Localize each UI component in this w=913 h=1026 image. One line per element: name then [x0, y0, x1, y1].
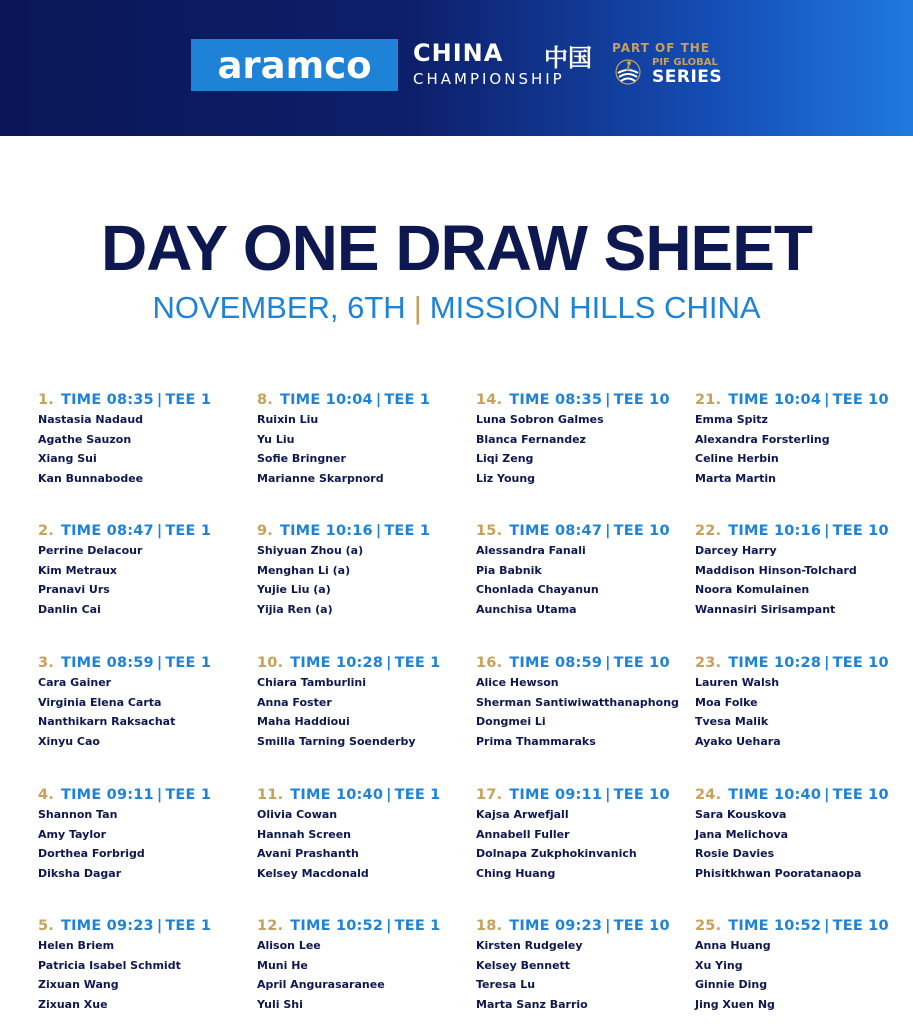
player-name: Blanca Fernandez [476, 432, 586, 446]
group-number: 12. [257, 918, 284, 934]
player-name: Avani Prashanth [257, 847, 359, 861]
series-pif-global: PIF GLOBAL [652, 57, 718, 68]
player-list [257, 410, 472, 488]
time-tee-separator: | [156, 918, 163, 934]
player-name: Tvesa Malik [695, 715, 769, 729]
player-name: Yu Liu [257, 432, 295, 446]
tee-time: TIME 10:28 [728, 655, 822, 671]
time-tee-separator: | [156, 787, 163, 803]
tee-time-group [695, 917, 910, 1014]
tee-time: TIME 09:11 [509, 787, 603, 803]
player-name: Ayako Uehara [695, 734, 781, 748]
subtitle-separator: | [413, 290, 422, 325]
tee-time-group [476, 786, 691, 883]
tee-number: TEE 1 [384, 392, 431, 408]
tee-time-group [476, 391, 691, 488]
tee-time-group [476, 522, 691, 619]
group-number: 18. [476, 918, 503, 934]
event-name [413, 40, 565, 89]
player-list [476, 936, 691, 1014]
player-name: Kim Metraux [38, 563, 118, 577]
page-subtitle [0, 288, 913, 328]
tee-number: TEE 1 [394, 655, 441, 671]
player-name: Jing Xuen Ng [695, 997, 775, 1011]
tee-time: TIME 08:47 [61, 523, 154, 539]
tee-time-group [257, 786, 472, 883]
tee-time-group [257, 522, 472, 619]
player-name: Patricia Isabel Schmidt [38, 958, 181, 972]
group-number: 14. [476, 392, 503, 408]
group-heading [476, 786, 691, 804]
player-list [38, 805, 253, 883]
group-heading [38, 786, 253, 804]
group-number: 3. [38, 655, 54, 671]
player-name: Dongmei Li [476, 715, 546, 729]
time-tee-separator: | [824, 787, 830, 803]
player-name: Kelsey Macdonald [257, 866, 369, 880]
event-name-line1: CHINA [413, 39, 504, 67]
tee-time-group [257, 391, 472, 488]
player-name: Dorthea Forbrigd [38, 847, 145, 861]
player-name: Xiang Sui [38, 452, 97, 466]
time-tee-separator: | [386, 655, 392, 671]
player-list [257, 805, 472, 883]
tee-number: TEE 10 [832, 655, 889, 671]
group-number: 15. [476, 523, 503, 539]
player-list [695, 410, 910, 488]
player-name: Aunchisa Utama [476, 602, 577, 616]
player-name: Olivia Cowan [257, 808, 338, 821]
time-tee-separator: | [156, 523, 163, 539]
time-tee-separator: | [605, 918, 611, 934]
player-list [695, 673, 910, 751]
player-name: Diksha Dagar [38, 866, 122, 880]
tee-time: TIME 10:40 [728, 787, 822, 803]
group-heading [695, 786, 910, 804]
tee-time: TIME 08:35 [61, 392, 154, 408]
tee-time: TIME 10:04 [280, 392, 373, 408]
tee-time: TIME 09:23 [61, 918, 154, 934]
tee-number: TEE 10 [832, 918, 889, 934]
player-name: Emma Spitz [695, 413, 768, 426]
tee-time: TIME 10:52 [728, 918, 822, 934]
group-heading [476, 522, 691, 540]
player-name: Marta Sanz Barrio [476, 997, 588, 1011]
tee-time-group [695, 391, 910, 488]
group-number: 24. [695, 787, 722, 803]
player-name: Yuli Shi [257, 997, 303, 1011]
group-number: 22. [695, 523, 722, 539]
player-name: Shannon Tan [38, 808, 118, 821]
group-number: 1. [38, 392, 54, 408]
time-tee-separator: | [824, 655, 830, 671]
tee-time-group [257, 654, 472, 751]
tee-number: TEE 1 [165, 918, 212, 934]
player-name: Kan Bunnabodee [38, 471, 144, 485]
series-word: SERIES [652, 67, 723, 87]
player-list [38, 410, 253, 488]
player-name: Kajsa Arwefjall [476, 808, 569, 821]
group-number: 4. [38, 787, 54, 803]
tee-time-group [38, 522, 253, 619]
tee-time-group [476, 917, 691, 1014]
series-logo [612, 41, 723, 87]
tee-number: TEE 1 [384, 523, 431, 539]
group-heading [257, 654, 472, 672]
tee-time: TIME 10:52 [290, 918, 384, 934]
group-heading [38, 917, 253, 935]
player-list [257, 673, 472, 751]
tee-time: TIME 10:04 [728, 392, 822, 408]
tee-time-group [695, 522, 910, 619]
player-name: Liqi Zeng [476, 452, 534, 466]
tee-time-group [38, 654, 253, 751]
group-number: 23. [695, 655, 722, 671]
player-name: Maddison Hinson-Tolchard [695, 563, 857, 577]
player-name: Menghan Li (a) [257, 563, 351, 577]
event-name-line2: CHAMPIONSHIP [413, 70, 565, 88]
time-tee-separator: | [605, 655, 611, 671]
time-tee-separator: | [605, 787, 611, 803]
group-heading [695, 654, 910, 672]
player-name: Moa Folke [695, 695, 758, 709]
tee-time: TIME 08:47 [509, 523, 603, 539]
tee-time-group [695, 786, 910, 883]
player-name: Luna Sobron Galmes [476, 413, 604, 426]
group-heading [257, 522, 472, 540]
player-name: Noora Komulainen [695, 583, 810, 597]
player-name: Smilla Tarning Soenderby [257, 734, 416, 748]
player-list [695, 936, 910, 1014]
tee-number: TEE 1 [165, 392, 212, 408]
player-list [476, 673, 691, 751]
group-number: 2. [38, 523, 54, 539]
player-name: Shiyuan Zhou (a) [257, 544, 364, 557]
player-name: Celine Herbin [695, 452, 779, 466]
group-heading [476, 917, 691, 935]
group-number: 9. [257, 523, 273, 539]
player-name: Teresa Lu [476, 978, 536, 992]
header-banner [0, 0, 913, 136]
player-name: Cara Gainer [38, 676, 112, 689]
player-name: Nanthikarn Raksachat [38, 715, 176, 729]
tee-number: TEE 10 [832, 523, 889, 539]
player-name: Hannah Screen [257, 827, 351, 841]
group-heading [38, 522, 253, 540]
player-name: Dolnapa Zukphokinvanich [476, 847, 637, 861]
player-name: Kelsey Bennett [476, 958, 571, 972]
aramco-logo-text: aramco [217, 43, 372, 87]
tee-time: TIME 08:35 [509, 392, 603, 408]
time-tee-separator: | [386, 787, 392, 803]
tee-time-group [38, 786, 253, 883]
tee-time-group [38, 391, 253, 488]
tee-number: TEE 10 [613, 523, 670, 539]
tee-number: TEE 10 [832, 392, 889, 408]
player-name: Phisitkhwan Pooratanaopa [695, 866, 862, 880]
aramco-logo [191, 39, 398, 91]
tee-number: TEE 1 [394, 787, 441, 803]
player-name: Muni He [257, 958, 308, 972]
time-tee-separator: | [386, 918, 392, 934]
tee-number: TEE 10 [613, 392, 670, 408]
player-name: Prima Thammaraks [476, 734, 596, 748]
time-tee-separator: | [824, 918, 830, 934]
tee-time: TIME 10:16 [728, 523, 822, 539]
tee-number: TEE 1 [165, 787, 212, 803]
subtitle-venue: MISSION HILLS CHINA [429, 290, 761, 325]
player-name: Alessandra Fanali [476, 544, 586, 557]
group-heading [257, 786, 472, 804]
player-name: Helen Briem [38, 939, 115, 952]
player-name: Yujie Liu (a) [257, 583, 331, 597]
group-number: 21. [695, 392, 722, 408]
group-heading [476, 391, 691, 409]
player-name: Marta Martin [695, 471, 776, 485]
group-heading [695, 917, 910, 935]
player-name: Yijia Ren (a) [257, 602, 333, 616]
player-name: Pranavi Urs [38, 583, 110, 597]
tee-number: TEE 10 [832, 787, 889, 803]
player-name: Ginnie Ding [695, 978, 768, 992]
player-name: Alice Hewson [476, 676, 559, 689]
player-name: Lauren Walsh [695, 676, 780, 689]
group-number: 25. [695, 918, 722, 934]
tee-time-group [257, 917, 472, 1014]
player-name: Pia Babnik [476, 563, 542, 577]
tee-time: TIME 10:28 [290, 655, 384, 671]
tee-time: TIME 10:16 [280, 523, 373, 539]
player-list [476, 410, 691, 488]
group-number: 11. [257, 787, 284, 803]
tee-time: TIME 10:40 [290, 787, 384, 803]
player-list [38, 541, 253, 619]
time-tee-separator: | [605, 523, 611, 539]
time-tee-separator: | [375, 392, 382, 408]
player-name: Alison Lee [257, 939, 321, 952]
tee-number: TEE 10 [613, 655, 670, 671]
player-name: Sherman Santiwiwatthanaphong [476, 695, 679, 709]
player-list [476, 541, 691, 619]
player-name: Virginia Elena Carta [38, 695, 162, 709]
player-list [257, 936, 472, 1014]
time-tee-separator: | [605, 392, 611, 408]
player-name: Chiara Tamburlini [257, 676, 367, 689]
time-tee-separator: | [375, 523, 382, 539]
player-name: Annabell Fuller [476, 827, 570, 841]
player-name: Nastasia Nadaud [38, 413, 144, 426]
subtitle-date: NOVEMBER, 6TH [152, 290, 406, 325]
time-tee-separator: | [824, 523, 830, 539]
player-name: Zixuan Wang [38, 978, 119, 992]
tee-time-group [695, 654, 910, 751]
player-name: Sara Kouskova [695, 808, 787, 821]
tee-time: TIME 08:59 [61, 655, 154, 671]
player-name: Zixuan Xue [38, 997, 108, 1011]
time-tee-separator: | [156, 655, 163, 671]
tee-number: TEE 10 [613, 918, 670, 934]
time-tee-separator: | [156, 392, 163, 408]
tee-number: TEE 1 [165, 655, 212, 671]
time-tee-separator: | [824, 392, 830, 408]
player-name: Ching Huang [476, 866, 556, 880]
player-name: Agathe Sauzon [38, 432, 132, 446]
tee-time: TIME 08:59 [509, 655, 603, 671]
group-heading [257, 391, 472, 409]
player-name: Maha Haddioui [257, 715, 350, 729]
player-list [695, 541, 910, 619]
player-name: Marianne Skarpnord [257, 471, 384, 485]
group-number: 16. [476, 655, 503, 671]
tee-time: TIME 09:23 [509, 918, 603, 934]
page-title: DAY ONE DRAW SHEET [100, 212, 813, 284]
player-name: April Angurasaranee [257, 978, 385, 992]
player-name: Xinyu Cao [38, 734, 100, 748]
group-number: 17. [476, 787, 503, 803]
group-heading [695, 391, 910, 409]
tee-number: TEE 1 [165, 523, 212, 539]
player-list [695, 805, 910, 883]
player-name: Danlin Cai [38, 602, 101, 616]
player-list [38, 936, 253, 1014]
tee-time-group [476, 654, 691, 751]
player-name: Darcey Harry [695, 544, 777, 557]
golfer-emblem-icon [614, 57, 642, 85]
group-number: 10. [257, 655, 284, 671]
player-name: Sofie Bringner [257, 452, 346, 466]
player-name: Rosie Davies [695, 847, 775, 861]
player-name: Wannasiri Sirisampant [695, 602, 836, 616]
player-name: Anna Foster [257, 695, 332, 709]
group-heading [257, 917, 472, 935]
player-name: Anna Huang [695, 939, 771, 952]
player-name: Amy Taylor [38, 827, 107, 841]
player-name: Perrine Delacour [38, 544, 143, 557]
player-name: Kirsten Rudgeley [476, 939, 583, 952]
player-name: Alexandra Forsterling [695, 432, 830, 446]
group-number: 8. [257, 392, 273, 408]
player-name: Liz Young [476, 471, 536, 485]
tee-time: TIME 09:11 [61, 787, 154, 803]
group-heading [695, 522, 910, 540]
event-chinese-name: 中国 [544, 44, 592, 72]
player-name: Chonlada Chayanun [476, 583, 599, 597]
player-name: Ruixin Liu [257, 413, 319, 426]
group-number: 5. [38, 918, 54, 934]
player-list [476, 805, 691, 883]
tee-number: TEE 10 [613, 787, 670, 803]
group-heading [476, 654, 691, 672]
group-heading [38, 391, 253, 409]
series-part-of: PART OF THE [612, 41, 711, 55]
tee-number: TEE 1 [394, 918, 441, 934]
player-list [38, 673, 253, 751]
player-name: Jana Melichova [695, 827, 789, 841]
group-heading [38, 654, 253, 672]
player-name: Xu Ying [695, 958, 743, 972]
player-list [257, 541, 472, 619]
tee-time-group [38, 917, 253, 1014]
